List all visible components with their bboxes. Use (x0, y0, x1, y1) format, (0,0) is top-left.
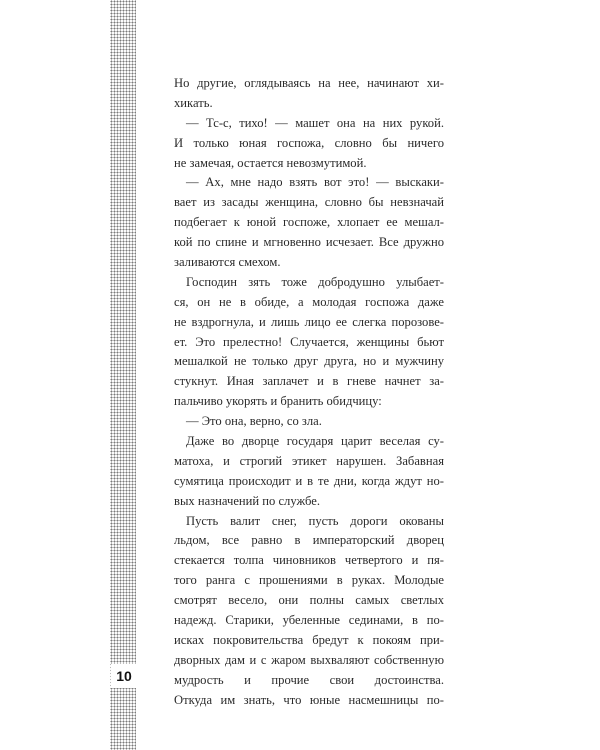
text-line: И только юная госпожа, словно бы ничего (174, 135, 444, 150)
text-line: того ранга с прошениями в руках. Молодые (174, 573, 444, 588)
text-line: мудрость и прочие свои достоинства. (174, 672, 444, 687)
text-line: Господин зять тоже добродушно улыбает- (186, 274, 444, 289)
text-line: не замечая, остается невозмутимой. (174, 155, 367, 170)
text-line: пальчиво укорять и бранить обидчицу: (174, 394, 382, 409)
text-line: Пусть валит снег, пусть дороги окованы (186, 513, 444, 528)
body-text (174, 74, 444, 711)
text-line: Откуда им знать, что юные насмешницы по- (174, 692, 444, 707)
text-line: Но другие, оглядываясь на нее, начинают хи- (174, 76, 444, 90)
text-line: заливаются смехом. (174, 255, 281, 270)
text-line: исках покровительства бредут к покоям при- (174, 632, 444, 647)
text-line: надежд. Старики, убеленные сединами, в по- (174, 613, 444, 628)
text-line: стекается толпа чиновников четвертого и пя- (174, 553, 444, 568)
text-line: хикать. (174, 95, 213, 110)
text-line: — Это она, верно, со зла. (186, 414, 322, 429)
page-number: 10 (111, 664, 137, 688)
text-line: Даже во дворце государя царит веселая су- (186, 434, 444, 449)
text-line: стукнут. Иная заплачет и в гневе начнет за- (174, 374, 444, 389)
text-line: льдом, все равно в императорский дворец (174, 533, 444, 548)
text-line: сумятица происходит и в те дни, когда ждут но- (174, 473, 444, 488)
text-line: ет. Это прелестно! Случается, женщины бьют (174, 334, 444, 349)
text-line: мешалкой не только друг друга, но и мужчину (174, 354, 444, 369)
text-line: — Тс-с, тихо! — машет она на них рукой. (186, 115, 444, 130)
text-line: не вздрогнула, и лишь лицо ее слегка порозове- (174, 314, 444, 329)
text-line: вает из засады женщина, словно бы невзначай (174, 195, 444, 210)
text-line: матоха, и строгий этикет нарушен. Забавная (174, 453, 444, 468)
text-line: кой по спине и мгновенно исчезает. Все дружно (174, 235, 444, 250)
text-line: ся, он не в обиде, а молодая госпожа даже (174, 294, 444, 309)
dotted-margin-strip (110, 0, 136, 750)
text-line: вых назначений по службе. (174, 493, 320, 508)
text-line: — Ах, мне надо взять вот это! — выскаки- (186, 175, 444, 190)
text-line: подбегает к юной госпоже, хлопает ее мешал- (174, 215, 444, 230)
text-line: дворных дам и с жаром выхваляют собственную (174, 652, 444, 667)
text-line: смотрят весело, они полны самых светлых (174, 593, 444, 608)
